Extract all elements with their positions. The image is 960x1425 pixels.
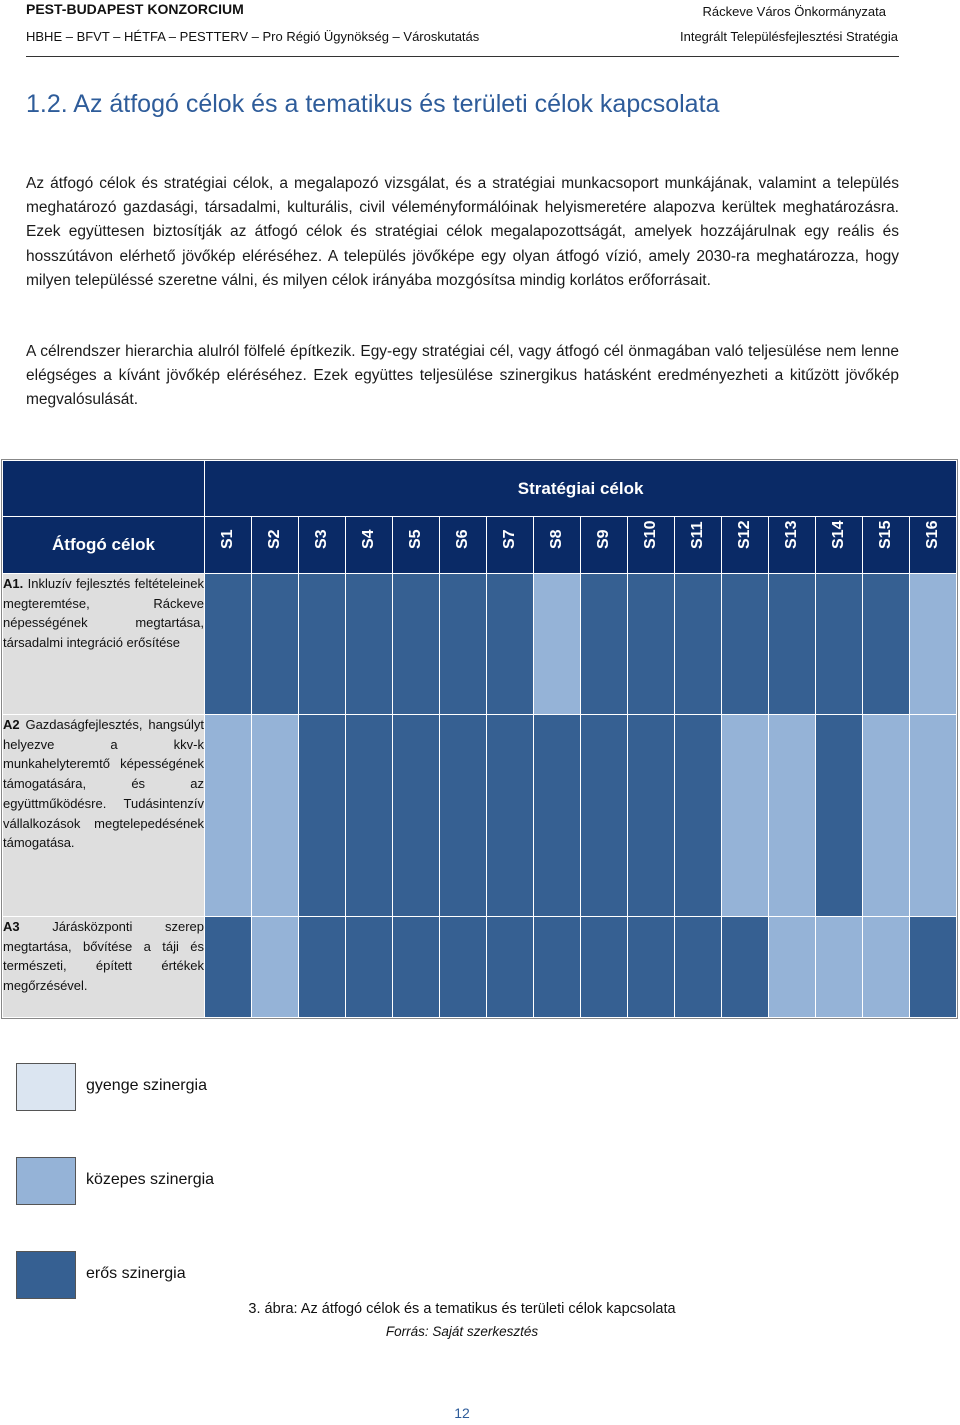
synergy-cell-s7 [487, 574, 534, 715]
synergy-cell-s6 [440, 917, 487, 1018]
column-header-label: S15 [877, 520, 894, 549]
synergy-cell-s12 [722, 574, 769, 715]
synergy-cell-s11 [675, 715, 722, 917]
column-header-label: S6 [454, 529, 471, 549]
synergy-cell-s12 [722, 715, 769, 917]
column-header-label: S8 [548, 529, 565, 549]
legend-strong-label: erős szinergia [86, 1265, 186, 1282]
synergy-cell-s2 [252, 715, 299, 917]
column-header-s13 [769, 517, 816, 574]
column-header-s12 [722, 517, 769, 574]
column-header-label: S2 [266, 529, 283, 549]
header-partners: HBHE – BFVT – HÉTFA – PESTTERV – Pro Régió Ügynökség – Városkutatás [26, 29, 480, 44]
synergy-cell-s3 [299, 574, 346, 715]
matrix-row [3, 574, 957, 715]
synergy-cell-s6 [440, 715, 487, 917]
column-header-label: S1 [219, 529, 236, 549]
synergy-cell-s4 [346, 917, 393, 1018]
column-header-label: S10 [642, 520, 659, 549]
synergy-cell-s13 [769, 917, 816, 1018]
header-document: Integrált Településfejlesztési Stratégia [680, 29, 898, 44]
synergy-cell-s15 [863, 715, 910, 917]
column-header-s9 [581, 517, 628, 574]
column-header-label: S16 [924, 520, 942, 549]
column-header-s1 [205, 517, 252, 574]
legend-strong-swatch [16, 1251, 76, 1299]
synergy-cell-s15 [863, 574, 910, 715]
synergy-cell-s10 [628, 574, 675, 715]
synergy-cell-s8 [534, 917, 581, 1018]
row-code: A1. [3, 576, 24, 591]
synergy-cell-s1 [205, 574, 252, 715]
legend-strong [16, 1251, 616, 1301]
synergy-cell-s2 [252, 917, 299, 1018]
row-label [3, 574, 205, 715]
row-label [3, 917, 205, 1018]
synergy-cell-s8 [534, 574, 581, 715]
header-municipality: Ráckeve Város Önkormányzata [702, 4, 886, 19]
synergy-cell-s14 [816, 715, 863, 917]
synergy-cell-s11 [675, 574, 722, 715]
synergy-cell-s3 [299, 917, 346, 1018]
legend-weak-label: gyenge szinergia [86, 1077, 207, 1094]
column-header-s8 [534, 517, 581, 574]
paragraph-1: Az átfogó célok és stratégiai célok, a megalapozó vizsgálat, és a stratégiai munkacsoport munkájának, valamint a település meghatározó gazdasági, társadalmi, kulturális, civil véleményformálóinak helyismeretére alapozva kerültek meghatározásra. Ezek együttesen biztosítják az átfogó célok és stratégiai célok megalapozottságát, amelyek hozzájárulnak egy reális és hosszútávon elérhető jövőkép eléréséhez. A település jövőképe egy olyan átfogó vízió, amely 2030-ra meghatározza, hogy milyen településsé szeretne válni, és milyen célok irányába mozgósítsa mindig korlátos erőforrásait. [26, 175, 899, 289]
synergy-cell-s4 [346, 715, 393, 917]
column-header-label: S11 [689, 521, 706, 549]
synergy-cell-s9 [581, 917, 628, 1018]
page-number: 12 [454, 1405, 470, 1421]
synergy-cell-s14 [816, 917, 863, 1018]
column-header-label: S13 [783, 520, 800, 549]
column-header-label: S4 [360, 529, 377, 549]
column-header-label: S14 [830, 520, 847, 549]
legend-medium-swatch [16, 1157, 76, 1205]
strategic-goals-header: Stratégiai célok [205, 461, 957, 517]
synergy-cell-s11 [675, 917, 722, 1018]
legend-medium [16, 1157, 616, 1207]
synergy-cell-s8 [534, 715, 581, 917]
column-header-s10 [628, 517, 675, 574]
legend-medium-label: közepes szinergia [86, 1171, 215, 1188]
synergy-cell-s15 [863, 917, 910, 1018]
column-header-label: S9 [595, 529, 612, 549]
row-code: A2 [3, 717, 20, 732]
column-header-label: S3 [313, 529, 330, 549]
matrix-row [3, 917, 957, 1018]
synergy-cell-s6 [440, 574, 487, 715]
synergy-cell-s5 [393, 917, 440, 1018]
synergy-cell-s12 [722, 917, 769, 1018]
section-title: 1.2. Az átfogó célok és a tematikus és területi célok kapcsolata [26, 90, 720, 118]
synergy-cell-s7 [487, 715, 534, 917]
column-header-s3 [299, 517, 346, 574]
column-header-s16 [910, 517, 957, 574]
synergy-cell-s13 [769, 715, 816, 917]
synergy-cell-s10 [628, 715, 675, 917]
synergy-cell-s1 [205, 715, 252, 917]
column-header-s2 [252, 517, 299, 574]
synergy-cell-s9 [581, 574, 628, 715]
legend-weak-swatch [16, 1063, 76, 1111]
row-text: Járásközponti szerep megtartása, bővítése a táji és természeti, épített értékek megőrzésével. [3, 919, 204, 994]
column-header-label: S5 [407, 529, 424, 549]
synergy-cell-s1 [205, 917, 252, 1018]
matrix-corner [3, 461, 205, 517]
row-text: Gazdaságfejlesztés, hangsúlyt helyezve a kkv-k munkahelyteremtő képességének támogatására, és az együttműködésre. Tudásintenzív vállalkozások megtelepedésének támogatása. [3, 717, 204, 851]
row-label [3, 715, 205, 917]
column-header-s5 [393, 517, 440, 574]
figure-source: Forrás: Saját szerkesztés [385, 1324, 539, 1339]
synergy-cell-s16 [910, 917, 957, 1018]
column-header-label: S12 [736, 520, 753, 549]
column-header-s4 [346, 517, 393, 574]
synergy-cell-s9 [581, 715, 628, 917]
overall-goals-header: Átfogó célok [3, 517, 205, 574]
column-header-s14 [816, 517, 863, 574]
column-header-s6 [440, 517, 487, 574]
synergy-cell-s7 [487, 917, 534, 1018]
legend-weak [16, 1063, 616, 1113]
synergy-cell-s14 [816, 574, 863, 715]
matrix-row [3, 715, 957, 917]
column-header-s15 [863, 517, 910, 574]
synergy-cell-s10 [628, 917, 675, 1018]
paragraph-2: A célrendszer hierarchia alulról fölfelé építkezik. Egy-egy stratégiai cél, vagy átfogó cél önmagában való teljesülése nem lenne elégséges a kívánt jövőkép eléréséhez. Ezek együttes teljesülése szinergikus hatásként eredményezheti a kitűzött jövőkép megvalósulását. [26, 343, 899, 409]
header-org: PEST-BUDAPEST KONZORCIUM [26, 1, 244, 17]
synergy-cell-s3 [299, 715, 346, 917]
synergy-cell-s13 [769, 574, 816, 715]
column-header-s11 [675, 517, 722, 574]
row-text: Inkluzív fejlesztés feltételeinek megteremtése, Ráckeve népességének megtartása, társadalmi integráció erősítése [3, 576, 204, 651]
synergy-cell-s2 [252, 574, 299, 715]
column-header-label: S7 [501, 529, 518, 549]
synergy-cell-s5 [393, 715, 440, 917]
header-rule [26, 56, 899, 57]
synergy-cell-s16 [910, 715, 957, 917]
synergy-cell-s16 [910, 574, 957, 715]
column-header-s7 [487, 517, 534, 574]
row-code: A3 [3, 919, 20, 934]
synergy-cell-s5 [393, 574, 440, 715]
synergy-matrix [2, 460, 956, 1016]
figure-caption: 3. ábra: Az átfogó célok és a tematikus és területi célok kapcsolata [248, 1301, 676, 1317]
synergy-cell-s4 [346, 574, 393, 715]
